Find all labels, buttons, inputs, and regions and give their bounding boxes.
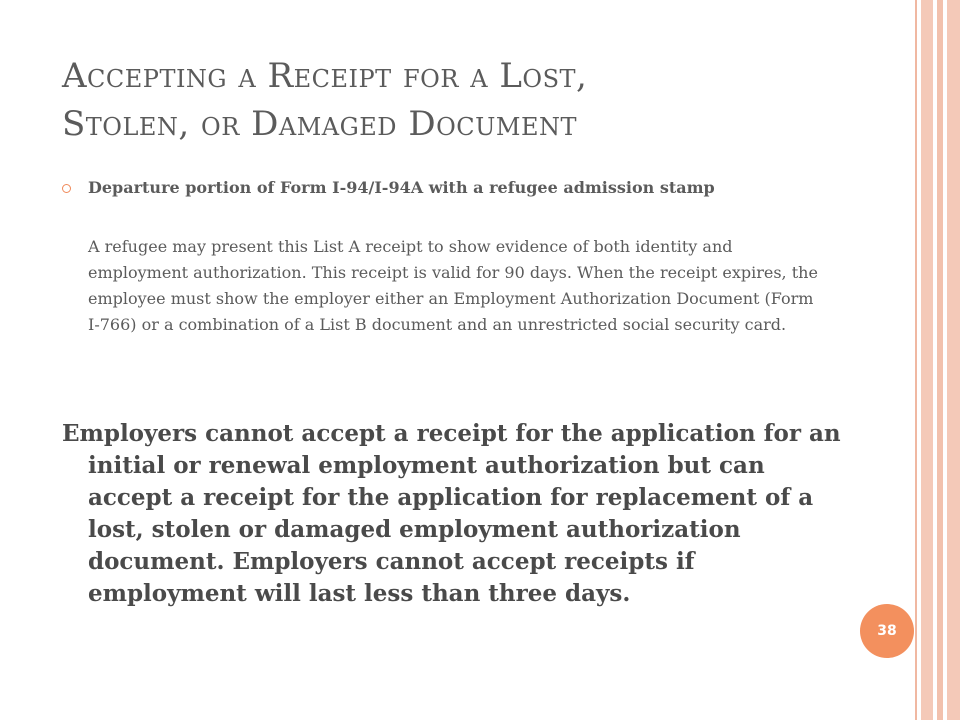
title-line-1: Accepting a Receipt for a Lost, — [62, 56, 588, 96]
title-line-2: Stolen, or Damaged Document — [62, 104, 577, 144]
decorative-stripes — [919, 0, 960, 720]
body-paragraph: A refugee may present this List A receipt to show evidence of both identity and employment authorization. This receipt is valid for 90 days. When the receipt expires, the employee must show the employer either an Employment Authorization Document (Form I-766) or a combination of a List B document and an unrestricted social security card. — [88, 237, 818, 334]
slide-title — [62, 52, 842, 148]
main-paragraph: Employers cannot accept a receipt for the application for an initial or renewal employment authorization but can accept a receipt for the application for replacement of a lost, stolen or damaged employment authorization document. Employers cannot accept receipts if employment will last less than three days. — [62, 420, 841, 607]
bullet-heading: Departure portion of Form I-94/I-94A with a refugee admission stamp — [88, 178, 715, 197]
page-number-badge: 38 — [860, 604, 914, 658]
bullet-item — [62, 176, 822, 200]
bullet-circle-icon — [62, 184, 71, 193]
